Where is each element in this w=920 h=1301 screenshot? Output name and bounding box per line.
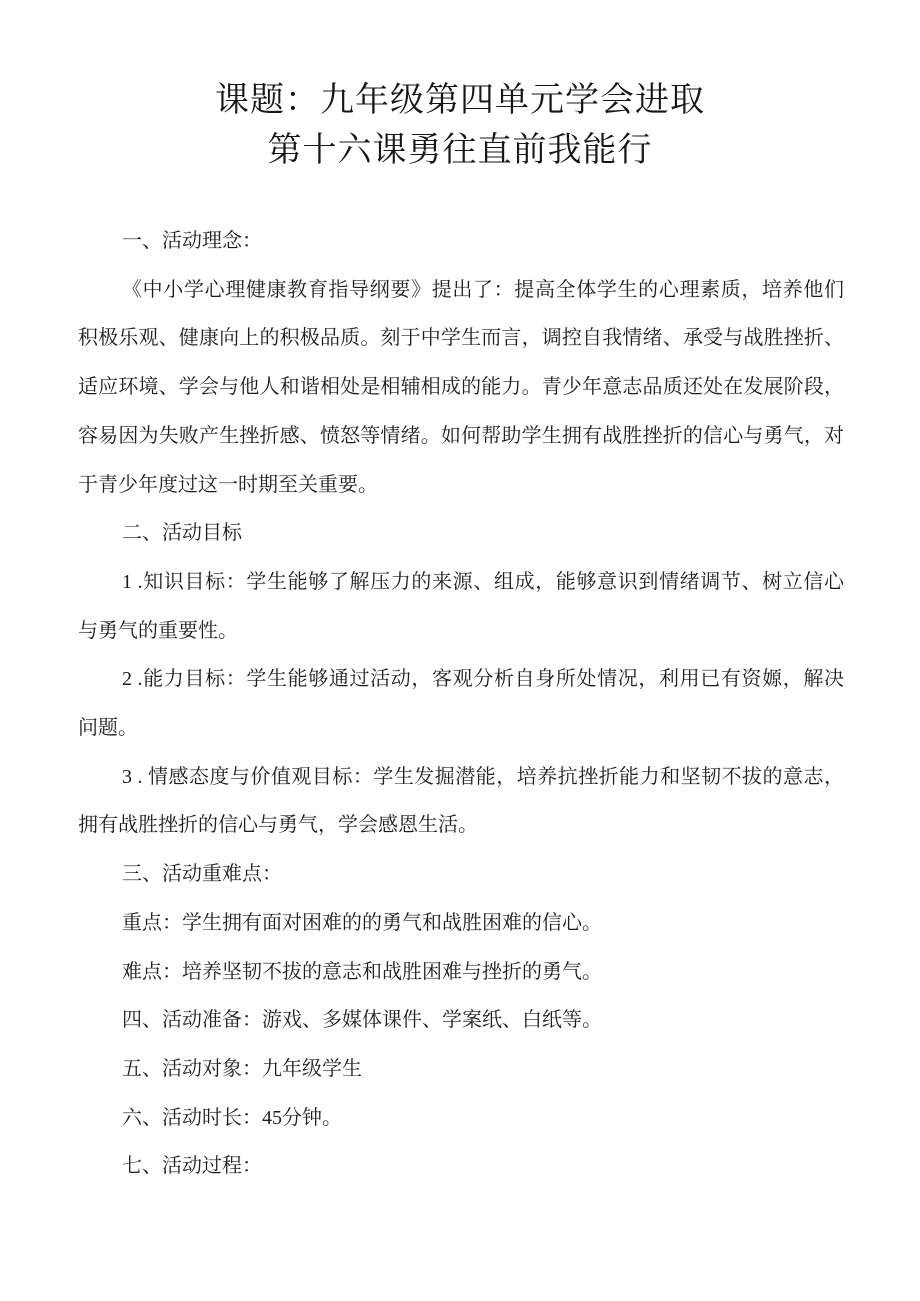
text-line-13: 拥有战胜挫折的信心与勇气，学会感恩生活。 xyxy=(78,814,478,837)
text-line-15: 重点：学生拥有面对困难的的勇气和战胜困难的信心。 xyxy=(122,911,602,934)
text-line-7: 二、活动目标 xyxy=(122,522,242,545)
text-line-10: 2 .能力目标：学生能够通过活动，客观分析自身所处情况，利用已有资嫄，解决 xyxy=(122,668,844,691)
text-line-9: 与勇气的重要性。 xyxy=(78,619,238,642)
text-line-4: 适应环境、学会与他人和谐相处是相辅相成的能力。青少年意志品质还处在发展阶段， xyxy=(78,376,844,399)
text-line-14: 三、活动重难点： xyxy=(122,863,282,886)
text-line-12: 3 . 情感态度与价值观目标：学生发掘潜能，培养抗挫折能力和坚韧不拔的意志， xyxy=(122,765,844,788)
text-line-2: 《中小学心理健康教育指导纲要》提出了：提高全体学生的心理素质，培养他们 xyxy=(122,278,844,301)
title-line-1: 课题：九年级第四单元学会进取 xyxy=(215,82,705,119)
text-line-18: 五、活动对象：九年级学生 xyxy=(122,1057,362,1080)
text-line-16: 难点：培养坚韧不拔的意志和战胜困难与挫折的勇气。 xyxy=(122,960,602,983)
text-line-20: 七、活动过程： xyxy=(122,1155,262,1178)
text-line-8: 1 .知识目标：学生能够了解压力的来源、组成，能够意识到情绪调节、树立信心 xyxy=(122,570,844,593)
text-line-6: 于青少年度过这一时期至关重要。 xyxy=(78,473,378,496)
text-line-11: 问题。 xyxy=(78,717,138,740)
text-line-5: 容易因为失败产生挫折感、愤怒等情绪。如何帮助学生拥有战胜挫折的信心与勇气，对 xyxy=(78,424,844,447)
text-line-3: 积极乐观、健康向上的积极品质。刻于中学生而言，调控自我情绪、承受与战胜挫折、 xyxy=(78,327,844,350)
text-line-17: 四、活动准备：游戏、多媒体课件、学案纸、白纸等。 xyxy=(122,1009,602,1032)
document-title xyxy=(0,0,920,176)
text-line-19: 六、活动时长：45分钟。 xyxy=(122,1106,342,1129)
text-line-1: 一、活动理念： xyxy=(122,230,262,252)
title-line-2: 第十六课勇往直前我能行 xyxy=(267,132,653,169)
document-body xyxy=(0,217,920,1191)
